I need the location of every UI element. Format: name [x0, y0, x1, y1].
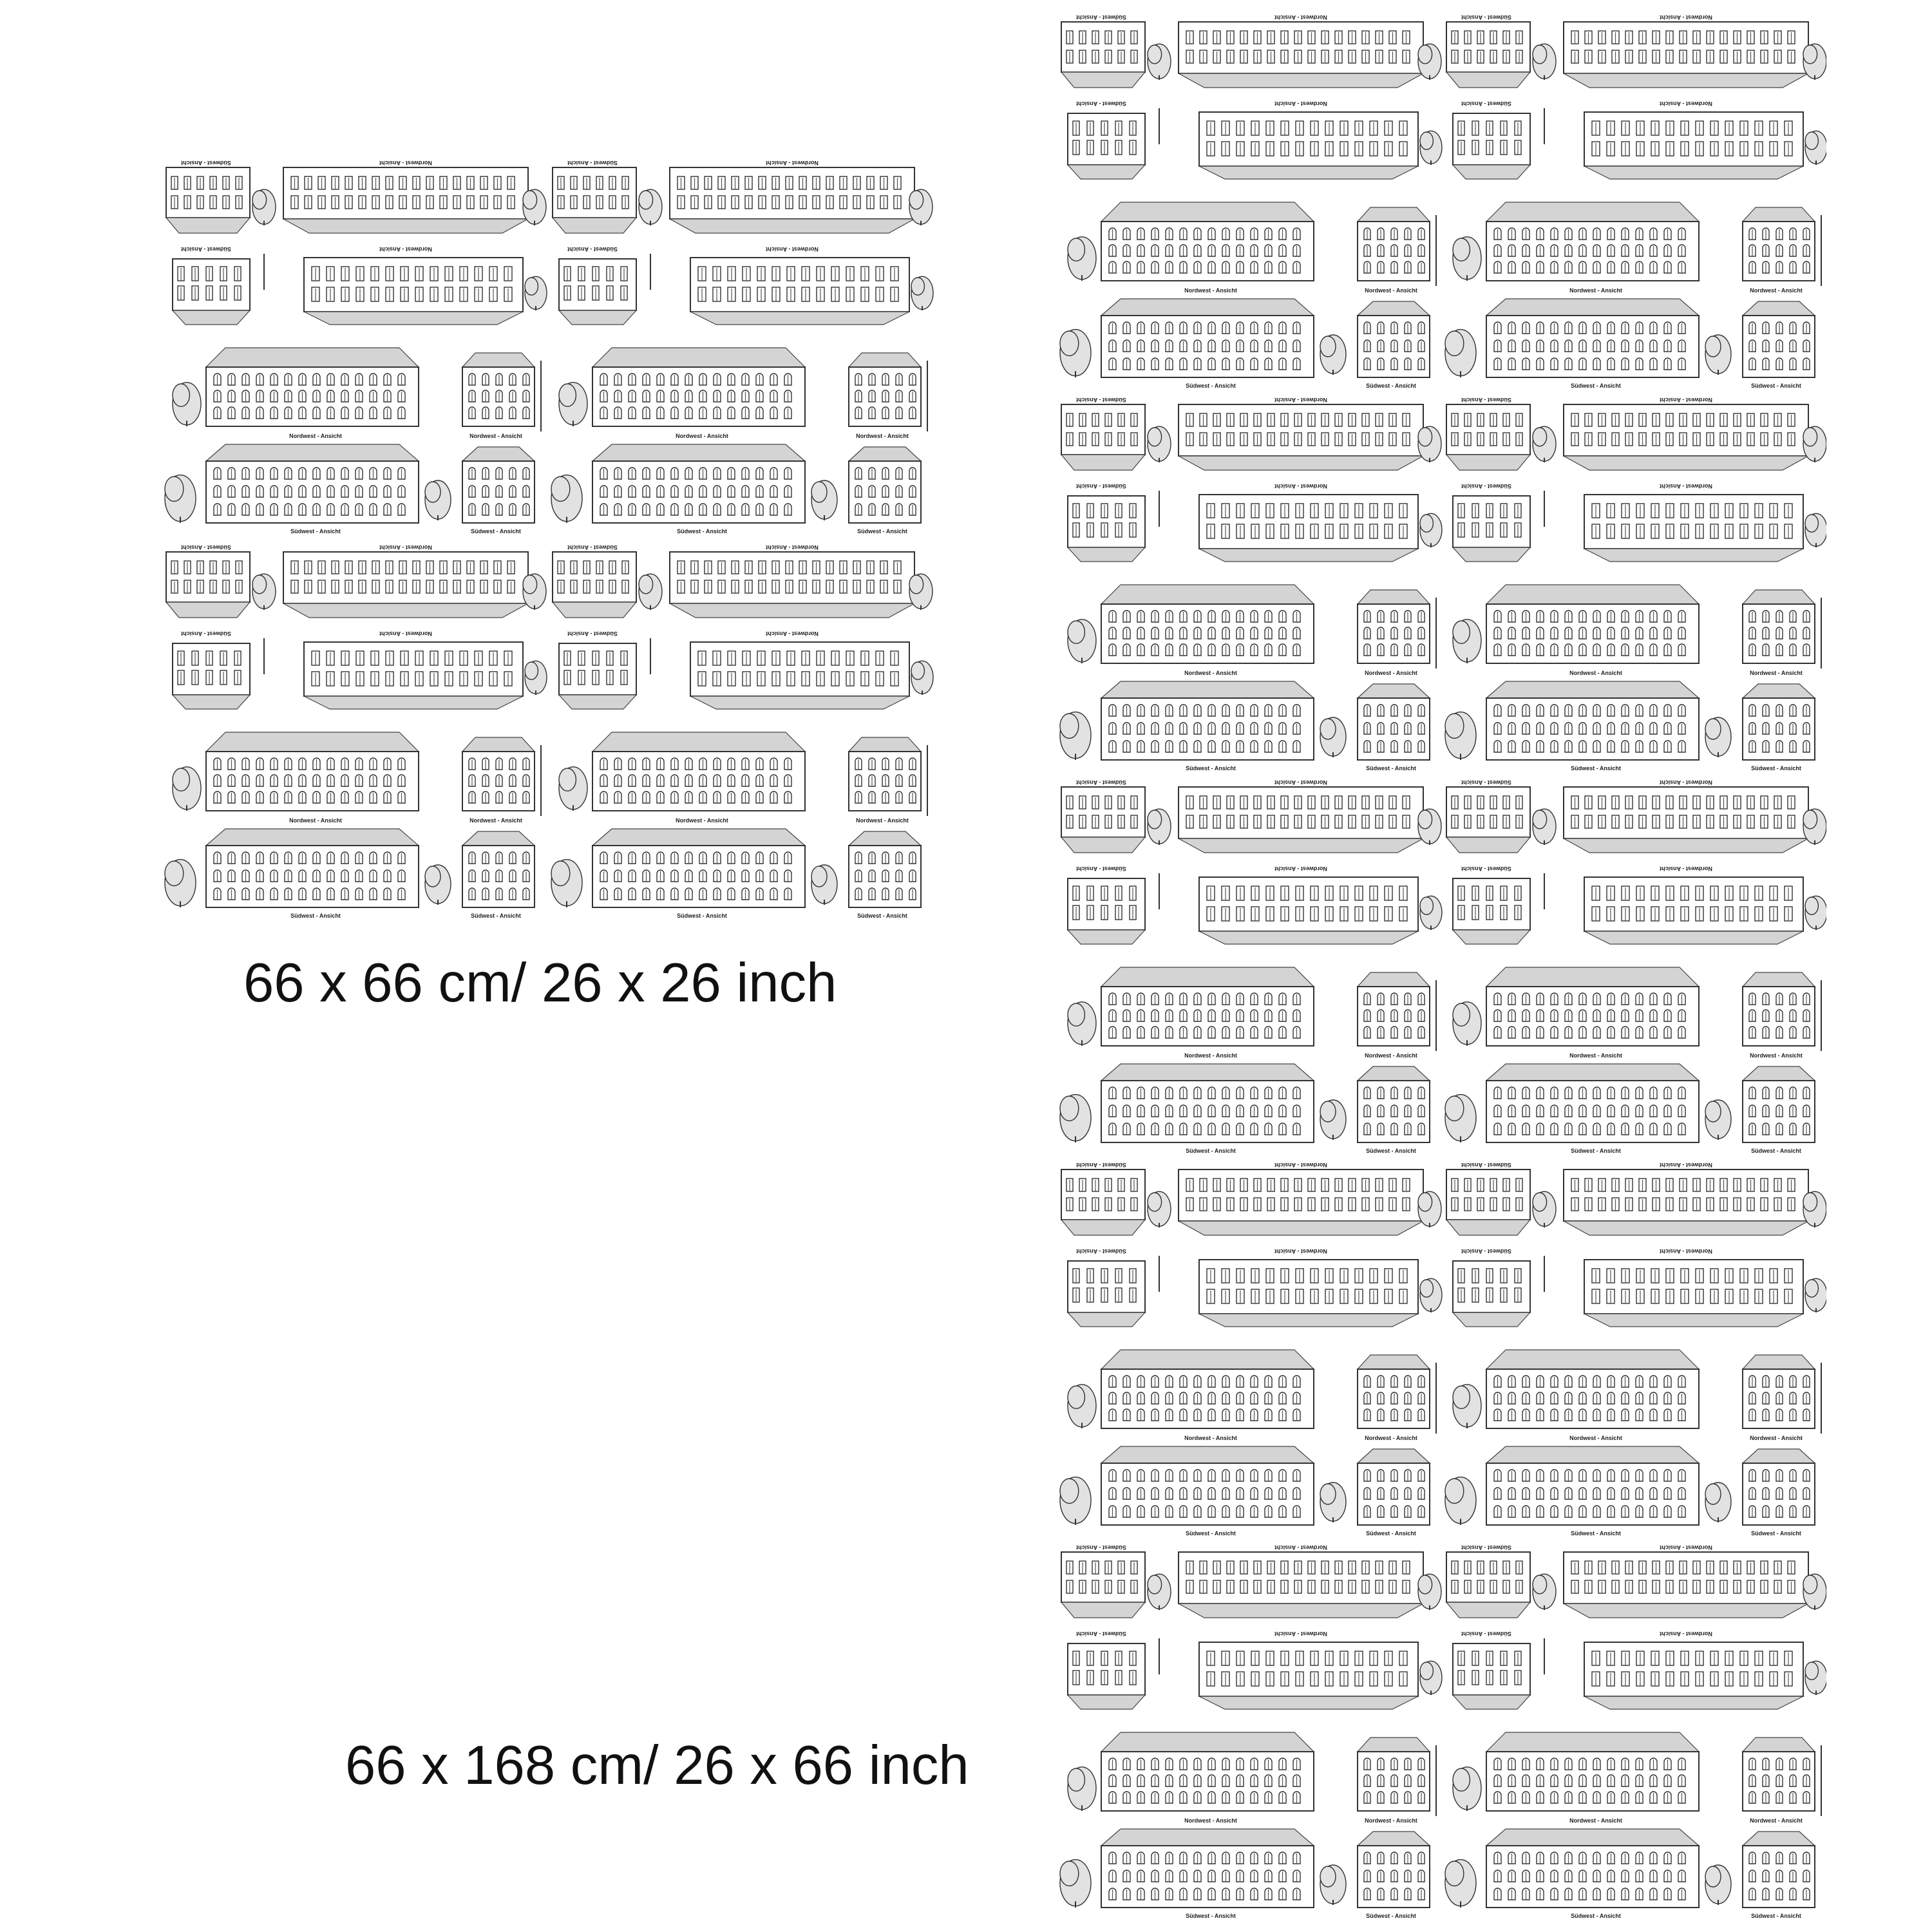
svg-text:Südwest - Ansicht: Südwest - Ansicht — [1461, 1544, 1511, 1551]
pattern-swatch-square — [161, 155, 934, 924]
svg-text:Südwest - Ansicht: Südwest - Ansicht — [1461, 14, 1511, 21]
pattern-tile — [1060, 779, 1442, 1154]
svg-text:Südwest - Ansicht: Südwest - Ansicht — [181, 630, 231, 637]
svg-text:Nordwest - Ansicht: Nordwest - Ansicht — [676, 817, 728, 824]
svg-text:Südwest - Ansicht: Südwest - Ansicht — [1076, 779, 1126, 786]
svg-text:Nordwest - Ansicht: Nordwest - Ansicht — [1365, 670, 1417, 676]
svg-text:Nordwest - Ansicht: Nordwest - Ansicht — [1660, 1248, 1712, 1255]
svg-text:Nordwest - Ansicht: Nordwest - Ansicht — [1365, 287, 1417, 294]
pattern-tile — [551, 544, 933, 919]
svg-text:Nordwest - Ansicht: Nordwest - Ansicht — [1274, 1544, 1327, 1551]
svg-text:Nordwest - Ansicht: Nordwest - Ansicht — [1184, 1052, 1237, 1059]
svg-text:Nordwest - Ansicht: Nordwest - Ansicht — [1184, 1817, 1237, 1824]
svg-text:Nordwest - Ansicht: Nordwest - Ansicht — [1750, 670, 1803, 676]
svg-text:Südwest - Ansicht: Südwest - Ansicht — [1571, 1913, 1621, 1919]
svg-text:Südwest - Ansicht: Südwest - Ansicht — [1461, 1162, 1511, 1168]
svg-text:Nordwest - Ansicht: Nordwest - Ansicht — [379, 160, 432, 166]
svg-text:Nordwest - Ansicht: Nordwest - Ansicht — [856, 817, 909, 824]
svg-text:Nordwest - Ansicht: Nordwest - Ansicht — [1569, 287, 1622, 294]
svg-text:Südwest - Ansicht: Südwest - Ansicht — [1076, 397, 1126, 403]
svg-text:Südwest - Ansicht: Südwest - Ansicht — [1461, 779, 1511, 786]
svg-text:Südwest - Ansicht: Südwest - Ansicht — [471, 528, 521, 535]
size-label-tall: 66 x 168 cm/ 26 x 66 inch — [345, 1735, 969, 1796]
svg-text:Nordwest - Ansicht: Nordwest - Ansicht — [1274, 779, 1327, 786]
svg-text:Nordwest - Ansicht: Nordwest - Ansicht — [1569, 1435, 1622, 1441]
svg-text:Nordwest - Ansicht: Nordwest - Ansicht — [1660, 483, 1712, 489]
pattern-tile — [1445, 1544, 1826, 1919]
svg-text:Südwest - Ansicht: Südwest - Ansicht — [1076, 1544, 1126, 1551]
svg-text:Nordwest - Ansicht: Nordwest - Ansicht — [1660, 1544, 1712, 1551]
svg-text:Nordwest - Ansicht: Nordwest - Ansicht — [1274, 14, 1327, 21]
svg-text:Nordwest - Ansicht: Nordwest - Ansicht — [1274, 483, 1327, 489]
svg-text:Nordwest - Ansicht: Nordwest - Ansicht — [1750, 1052, 1803, 1059]
svg-text:Südwest - Ansicht: Südwest - Ansicht — [1076, 483, 1126, 489]
svg-text:Südwest - Ansicht: Südwest - Ansicht — [1751, 1530, 1801, 1537]
svg-text:Südwest - Ansicht: Südwest - Ansicht — [1751, 1913, 1801, 1919]
svg-text:Nordwest - Ansicht: Nordwest - Ansicht — [766, 544, 819, 551]
svg-text:Südwest - Ansicht: Südwest - Ansicht — [677, 913, 727, 919]
pattern-tile — [1060, 14, 1442, 389]
svg-text:Nordwest - Ansicht: Nordwest - Ansicht — [379, 246, 432, 252]
svg-text:Nordwest - Ansicht: Nordwest - Ansicht — [1274, 1248, 1327, 1255]
svg-text:Südwest - Ansicht: Südwest - Ansicht — [1571, 1148, 1621, 1154]
svg-text:Südwest - Ansicht: Südwest - Ansicht — [1366, 1913, 1416, 1919]
svg-text:Südwest - Ansicht: Südwest - Ansicht — [567, 544, 618, 551]
svg-text:Nordwest - Ansicht: Nordwest - Ansicht — [766, 630, 819, 637]
svg-text:Nordwest - Ansicht: Nordwest - Ansicht — [676, 433, 728, 439]
svg-text:Südwest - Ansicht: Südwest - Ansicht — [1366, 1148, 1416, 1154]
svg-text:Nordwest - Ansicht: Nordwest - Ansicht — [1750, 1817, 1803, 1824]
svg-text:Nordwest - Ansicht: Nordwest - Ansicht — [379, 630, 432, 637]
pattern-swatch-tall — [1056, 9, 1826, 1922]
svg-text:Nordwest - Ansicht: Nordwest - Ansicht — [1660, 14, 1712, 21]
size-label-square: 66 x 66 cm/ 26 x 26 inch — [243, 952, 837, 1014]
svg-text:Südwest - Ansicht: Südwest - Ansicht — [1186, 1913, 1236, 1919]
svg-text:Südwest - Ansicht: Südwest - Ansicht — [1186, 765, 1236, 772]
svg-text:Nordwest - Ansicht: Nordwest - Ansicht — [1184, 287, 1237, 294]
svg-text:Südwest - Ansicht: Südwest - Ansicht — [857, 913, 907, 919]
svg-text:Südwest - Ansicht: Südwest - Ansicht — [567, 630, 618, 637]
svg-text:Nordwest - Ansicht: Nordwest - Ansicht — [1750, 287, 1803, 294]
svg-text:Nordwest - Ansicht: Nordwest - Ansicht — [1569, 670, 1622, 676]
svg-text:Nordwest - Ansicht: Nordwest - Ansicht — [1274, 866, 1327, 872]
pattern-tile — [1445, 779, 1826, 1154]
svg-text:Nordwest - Ansicht: Nordwest - Ansicht — [1569, 1052, 1622, 1059]
svg-text:Südwest - Ansicht: Südwest - Ansicht — [181, 160, 231, 166]
svg-text:Nordwest - Ansicht: Nordwest - Ansicht — [469, 817, 522, 824]
svg-text:Südwest - Ansicht: Südwest - Ansicht — [567, 160, 618, 166]
svg-text:Südwest - Ansicht: Südwest - Ansicht — [181, 246, 231, 252]
svg-text:Südwest - Ansicht: Südwest - Ansicht — [1076, 1162, 1126, 1168]
svg-text:Nordwest - Ansicht: Nordwest - Ansicht — [1274, 1631, 1327, 1637]
svg-text:Südwest - Ansicht: Südwest - Ansicht — [1751, 765, 1801, 772]
pattern-tile — [1445, 397, 1826, 772]
svg-text:Südwest - Ansicht: Südwest - Ansicht — [1076, 14, 1126, 21]
svg-text:Südwest - Ansicht: Südwest - Ansicht — [1571, 383, 1621, 389]
svg-text:Südwest - Ansicht: Südwest - Ansicht — [181, 544, 231, 551]
svg-text:Südwest - Ansicht: Südwest - Ansicht — [1461, 397, 1511, 403]
svg-text:Südwest - Ansicht: Südwest - Ansicht — [1366, 383, 1416, 389]
svg-text:Nordwest - Ansicht: Nordwest - Ansicht — [1274, 100, 1327, 107]
svg-text:Südwest - Ansicht: Südwest - Ansicht — [1076, 100, 1126, 107]
pattern-tile — [1060, 1162, 1442, 1537]
svg-text:Südwest - Ansicht: Südwest - Ansicht — [1751, 1148, 1801, 1154]
svg-text:Nordwest - Ansicht: Nordwest - Ansicht — [1660, 1162, 1712, 1168]
svg-text:Nordwest - Ansicht: Nordwest - Ansicht — [1660, 779, 1712, 786]
svg-text:Südwest - Ansicht: Südwest - Ansicht — [677, 528, 727, 535]
svg-text:Südwest - Ansicht: Südwest - Ansicht — [1461, 866, 1511, 872]
svg-text:Südwest - Ansicht: Südwest - Ansicht — [1461, 1631, 1511, 1637]
svg-text:Nordwest - Ansicht: Nordwest - Ansicht — [1660, 397, 1712, 403]
svg-text:Nordwest - Ansicht: Nordwest - Ansicht — [1365, 1435, 1417, 1441]
pattern-tile — [1060, 1544, 1442, 1919]
svg-text:Südwest - Ansicht: Südwest - Ansicht — [290, 913, 341, 919]
svg-text:Südwest - Ansicht: Südwest - Ansicht — [1076, 866, 1126, 872]
svg-text:Nordwest - Ansicht: Nordwest - Ansicht — [1274, 397, 1327, 403]
svg-text:Südwest - Ansicht: Südwest - Ansicht — [1366, 1530, 1416, 1537]
svg-text:Nordwest - Ansicht: Nordwest - Ansicht — [1569, 1817, 1622, 1824]
svg-text:Nordwest - Ansicht: Nordwest - Ansicht — [1660, 866, 1712, 872]
svg-text:Nordwest - Ansicht: Nordwest - Ansicht — [1365, 1052, 1417, 1059]
svg-text:Nordwest - Ansicht: Nordwest - Ansicht — [1660, 1631, 1712, 1637]
svg-text:Nordwest - Ansicht: Nordwest - Ansicht — [1660, 100, 1712, 107]
svg-text:Nordwest - Ansicht: Nordwest - Ansicht — [1184, 670, 1237, 676]
svg-text:Südwest - Ansicht: Südwest - Ansicht — [1461, 100, 1511, 107]
pattern-tile — [1060, 397, 1442, 772]
svg-text:Nordwest - Ansicht: Nordwest - Ansicht — [1274, 1162, 1327, 1168]
svg-text:Nordwest - Ansicht: Nordwest - Ansicht — [469, 433, 522, 439]
svg-text:Südwest - Ansicht: Südwest - Ansicht — [1076, 1631, 1126, 1637]
pattern-tile — [1445, 1162, 1826, 1537]
svg-text:Südwest - Ansicht: Südwest - Ansicht — [471, 913, 521, 919]
pattern-tile — [165, 160, 547, 535]
svg-text:Südwest - Ansicht: Südwest - Ansicht — [1461, 483, 1511, 489]
svg-text:Südwest - Ansicht: Südwest - Ansicht — [1571, 765, 1621, 772]
pattern-tile — [551, 160, 933, 535]
svg-text:Nordwest - Ansicht: Nordwest - Ansicht — [766, 160, 819, 166]
svg-text:Südwest - Ansicht: Südwest - Ansicht — [1186, 383, 1236, 389]
svg-text:Südwest - Ansicht: Südwest - Ansicht — [1751, 383, 1801, 389]
svg-text:Nordwest - Ansicht: Nordwest - Ansicht — [1184, 1435, 1237, 1441]
svg-text:Nordwest - Ansicht: Nordwest - Ansicht — [1750, 1435, 1803, 1441]
svg-text:Südwest - Ansicht: Südwest - Ansicht — [567, 246, 618, 252]
svg-text:Nordwest - Ansicht: Nordwest - Ansicht — [1365, 1817, 1417, 1824]
svg-text:Südwest - Ansicht: Südwest - Ansicht — [290, 528, 341, 535]
svg-text:Nordwest - Ansicht: Nordwest - Ansicht — [766, 246, 819, 252]
svg-text:Südwest - Ansicht: Südwest - Ansicht — [1571, 1530, 1621, 1537]
svg-text:Nordwest - Ansicht: Nordwest - Ansicht — [379, 544, 432, 551]
pattern-tile — [1445, 14, 1826, 389]
svg-text:Nordwest - Ansicht: Nordwest - Ansicht — [856, 433, 909, 439]
svg-text:Südwest - Ansicht: Südwest - Ansicht — [1186, 1530, 1236, 1537]
pattern-preview-tall — [1056, 9, 1826, 1922]
pattern-preview-square — [161, 155, 934, 924]
svg-text:Südwest - Ansicht: Südwest - Ansicht — [1186, 1148, 1236, 1154]
svg-text:Südwest - Ansicht: Südwest - Ansicht — [1076, 1248, 1126, 1255]
pattern-tile — [165, 544, 547, 919]
svg-text:Nordwest - Ansicht: Nordwest - Ansicht — [289, 817, 342, 824]
svg-text:Südwest - Ansicht: Südwest - Ansicht — [857, 528, 907, 535]
svg-text:Südwest - Ansicht: Südwest - Ansicht — [1366, 765, 1416, 772]
svg-text:Nordwest - Ansicht: Nordwest - Ansicht — [289, 433, 342, 439]
svg-text:Südwest - Ansicht: Südwest - Ansicht — [1461, 1248, 1511, 1255]
